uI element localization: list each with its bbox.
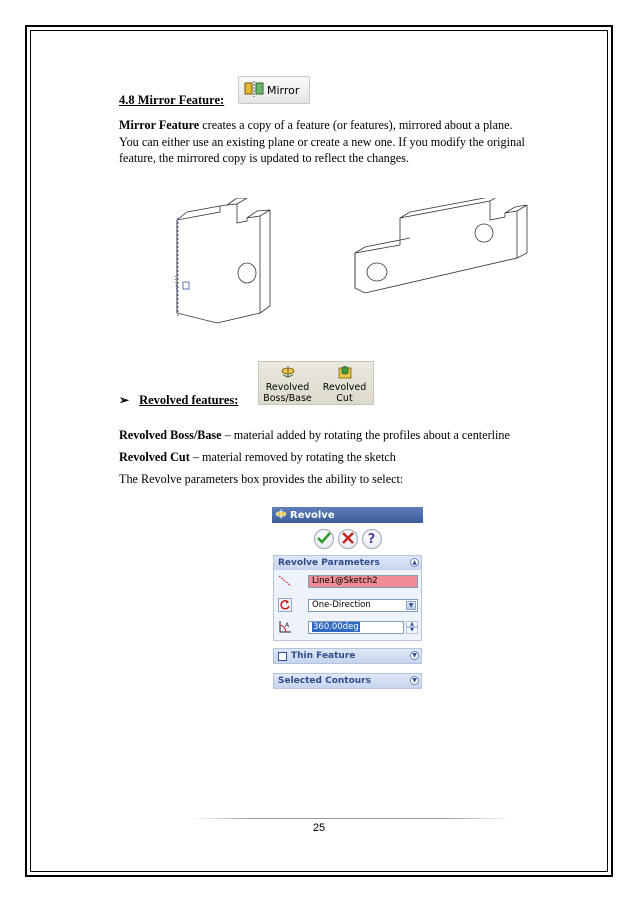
mirror-feature-term: Mirror Feature (119, 118, 200, 132)
revolved-cut-label-2: Cut (336, 393, 353, 404)
cancel-button[interactable] (338, 529, 358, 549)
revolved-boss-label-2: Boss/Base (263, 393, 312, 404)
chevron-up-icon[interactable]: ▲ (410, 558, 419, 567)
intro-line1: creates a copy of a feature (or features), mirrored about a plane. (199, 118, 513, 132)
revolved-boss-desc: – material added by rotating the profiles about a centerline (221, 428, 510, 442)
intro-line3: feature, the mirrored copy is updated to reflect the changes. (119, 151, 410, 165)
revolved-boss-term: Revolved Boss/Base (119, 428, 222, 442)
close-icon (342, 532, 354, 547)
axis-selection-box[interactable]: Line1@Sketch2 (308, 575, 418, 588)
revolved-boss-icon (280, 365, 296, 382)
revolve-params-intro: The Revolve parameters box provides the ability to select: (119, 472, 404, 486)
selected-contours-title: Selected Contours (278, 676, 371, 686)
chevron-down-icon[interactable]: ▼ (410, 676, 419, 685)
direction-row (278, 598, 418, 612)
revolved-boss-label-1: Revolved (265, 382, 310, 393)
angle-value: 360.00deg (313, 622, 359, 632)
page-number: 25 (312, 822, 326, 834)
direction-select[interactable] (308, 599, 418, 612)
intro-line2: You can either use an existing plane or create a new one. If you modify the original (119, 134, 525, 149)
revolved-cut-icon (337, 365, 353, 382)
spin-down-icon[interactable]: ▼ (406, 627, 418, 634)
thin-feature-title: Thin Feature (291, 651, 356, 661)
pm-title: Revolve (290, 509, 335, 521)
checkmark-icon (317, 532, 331, 547)
mirror-button-label: Mirror (267, 83, 300, 97)
revolved-features-heading (119, 393, 238, 408)
ok-button[interactable] (314, 529, 334, 549)
help-button[interactable] (362, 529, 382, 549)
revolved-cut-desc: – material removed by rotating the sketch (189, 450, 396, 464)
chevron-down-icon[interactable]: ▼ (410, 651, 419, 660)
thin-feature-header[interactable] (274, 649, 421, 663)
revolved-boss-base-button[interactable] (259, 362, 316, 404)
help-icon: ? (367, 531, 376, 547)
revolved-toolbar (258, 361, 374, 405)
angle-spinner[interactable] (406, 621, 418, 634)
spin-up-icon[interactable]: ▲ (406, 621, 418, 628)
chevron-down-icon[interactable]: ▼ (406, 601, 416, 610)
revolve-icon (275, 509, 287, 522)
revolved-cut-button[interactable] (316, 362, 373, 404)
revolve-parameters-header[interactable] (274, 556, 421, 570)
footer-divider (190, 818, 510, 819)
pm-header (272, 507, 423, 523)
selected-contours-group (273, 673, 422, 689)
mirror-icon (244, 80, 264, 101)
svg-text:A: A (285, 622, 290, 629)
section-title: 4.8 Mirror Feature: (119, 93, 225, 107)
pm-actions (272, 523, 423, 555)
revolved-boss-description (119, 428, 510, 443)
revolved-cut-description (119, 450, 396, 465)
angle-icon (278, 620, 292, 634)
angle-input[interactable] (308, 621, 404, 634)
arrow-bullet-icon: ➢ (119, 393, 130, 407)
axis-of-revolution-icon (278, 574, 292, 588)
revolved-cut-label-1: Revolved (322, 382, 367, 393)
revolve-property-manager (272, 507, 423, 689)
direction-value: One-Direction (312, 600, 371, 610)
revolve-parameters-group (273, 555, 422, 641)
angle-row (278, 620, 418, 634)
thin-feature-group (273, 648, 422, 664)
selected-contours-header[interactable] (274, 674, 421, 688)
revolved-cut-term: Revolved Cut (119, 450, 190, 464)
revolved-heading-text: Revolved features: (139, 393, 239, 407)
intro-paragraph (119, 117, 539, 167)
mirror-illustration (165, 198, 565, 333)
axis-row (278, 574, 418, 588)
reverse-direction-icon[interactable] (278, 598, 292, 612)
mirror-button[interactable] (238, 76, 310, 104)
revolve-parameters-title: Revolve Parameters (278, 558, 380, 568)
thin-feature-checkbox[interactable] (278, 652, 287, 661)
